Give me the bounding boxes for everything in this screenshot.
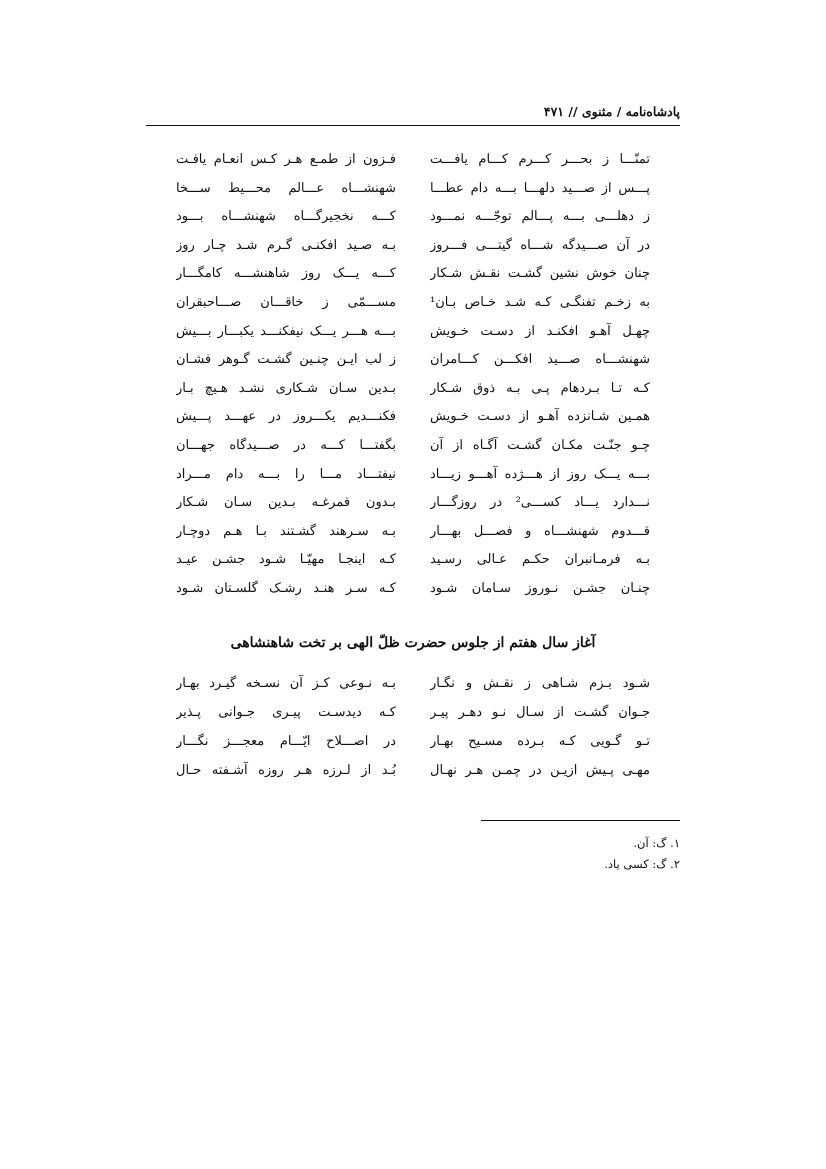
hemistich-left: کـه اینجـا مهیّـا شـود جشـن عیـد [176, 552, 396, 568]
hemistich-right: ز دهلـــی بـــه پـــالم توجّـــه نمـــود [430, 209, 650, 225]
hemistich-right: نـــدارد یـــاد کســـی² در روزگـــار [430, 495, 650, 511]
couplet [176, 464, 650, 493]
couplet [176, 178, 650, 207]
couplet [176, 378, 650, 407]
hemistich-left: در اصـــلاح ایّـــام معجـــز نگـــار [176, 734, 396, 749]
hemistich-right: چنـان جشـن نـوروز سـامان شـود [430, 580, 650, 596]
couplet [176, 549, 650, 578]
hemistich-left: کـه دیدسـت پیـری جـوانی پـذیر [176, 705, 396, 720]
hemistich-right: جـوان گشـت از سـال نـو دهـر پیـر [430, 705, 650, 720]
couplet [176, 149, 650, 178]
couplet [176, 673, 650, 702]
hemistich-right: بـه فرمـانبران حکـم عـالی رسـید [430, 552, 650, 568]
section-heading: آغاز سال هفتم از جلوس حضرت ظلّ الهی بر تخت شاهنشاهی [230, 635, 596, 651]
hemistich-right: چنان خوش نشین گشـت نقـش شـکار [430, 266, 650, 282]
couplet [176, 578, 650, 607]
hemistich-right: شـود بـزم شـاهی ز نقـش و نگـار [430, 676, 650, 691]
hemistich-left: کـــه نخجیرگـــاه شهنشـــاه بـــود [176, 209, 396, 225]
footnote-2: ۲. گ: کسی یاد. [604, 857, 680, 871]
footnotes [380, 833, 680, 875]
hemistich-right: بـــه یـــک روز از هـــژده آهـــو زیـــاد [430, 466, 650, 482]
hemistich-right: تـو گـویی کـه بـرده مسـیح بهـار [430, 734, 650, 749]
hemistich-right: همـین شـانزده آهـو از دسـت خـویش [430, 409, 650, 425]
hemistich-left: کـه سـر هنـد رشـک گلسـتان شـود [176, 580, 396, 596]
couplet [176, 492, 650, 521]
hemistich-right: چهـل آهـو افکنـد از دسـت خـویش [430, 323, 650, 339]
hemistich-right: شهنشـــاه صـــید افکـــن کـــامران [430, 352, 650, 368]
couplet [176, 321, 650, 350]
couplet [176, 435, 650, 464]
hemistich-left: بـدین سـان شـکاری نشـد هـیچ بـار [176, 380, 396, 396]
page-header [146, 98, 680, 126]
couplet [176, 760, 650, 789]
couplet [176, 235, 650, 264]
hemistich-left: بگفتـــا کـــه در صـــیدگاه جهـــان [176, 437, 396, 453]
hemistich-right: تمنّـــا ز بحـــر کـــرم کـــام یافـــت [430, 152, 650, 167]
hemistich-right: مهـی پـیش ازیـن در چمـن هـر نهـال [430, 763, 650, 778]
hemistich-left: ز لب ایـن چنـین گشـت گـوهر فشـان [176, 352, 396, 368]
hemistich-right: کـه تـا بـردهام پـی بـه ذوق شـکار [430, 380, 650, 396]
hemistich-left: کـــه یـــک روز شاهنشـــه کامگـــار [176, 266, 396, 282]
hemistich-left: بـه صـید افکنـی گـرم شـد چـار روز [176, 237, 396, 253]
hemistich-left: بـدون قمرغـه بـدین سـان شـکار [176, 495, 396, 511]
hemistich-right: چـو جنّـت مکـان گشـت آگـاه از آن [430, 437, 650, 453]
hemistich-left: بـه نـوعی کـز آن نسـخه گیـرد بهـار [176, 676, 396, 691]
hemistich-right: قـــدوم شهنشـــاه و فصـــل بهـــار [430, 523, 650, 539]
footnote-divider [481, 820, 680, 821]
couplet [176, 406, 650, 435]
couplet [176, 263, 650, 292]
hemistich-right: به زخـم تفنگـی کـه شـد خـاص بـان¹ [430, 294, 650, 310]
couplet [176, 731, 650, 760]
hemistich-left: مســـمّی ز خاقـــان صـــاحبقران [176, 294, 396, 310]
hemistich-right: پـــس از صـــید دلهـــا بـــه دام عطـــا [430, 180, 650, 196]
verse-block-1 [176, 149, 650, 607]
hemistich-left: شهنشـــاه عـــالم محـــیط ســـخا [176, 180, 396, 196]
hemistich-left: بـــه هـــر یـــک نیفکنـــد یکبـــار بـــیش [176, 323, 396, 339]
hemistich-left: بـه سـرهند گشـتند بـا هـم دوچـار [176, 523, 396, 539]
footnote-1: ۱. گ: آن. [633, 836, 680, 850]
couplet [176, 349, 650, 378]
couplet [176, 206, 650, 235]
hemistich-left: بُـد از لـرزه هـر روزه آشـفته حـال [176, 763, 396, 778]
hemistich-right: در آن صـــیدگه شـــاه گیتـــی فـــروز [430, 237, 650, 253]
couplet [176, 702, 650, 731]
couplet [176, 521, 650, 550]
verse-block-2 [176, 673, 650, 789]
hemistich-left: فکنـــدیم یکـــروز در عهـــد پـــیش [176, 409, 396, 425]
hemistich-left: فـزون از طمـع هـر کـس انعـام یافـت [176, 152, 396, 167]
hemistich-left: نیفتـــاد مـــا را بـــه دام مـــراد [176, 466, 396, 482]
running-head: پادشاه‌نامه / مثنوی // ۴۷۱ [543, 104, 680, 119]
couplet [176, 292, 650, 321]
